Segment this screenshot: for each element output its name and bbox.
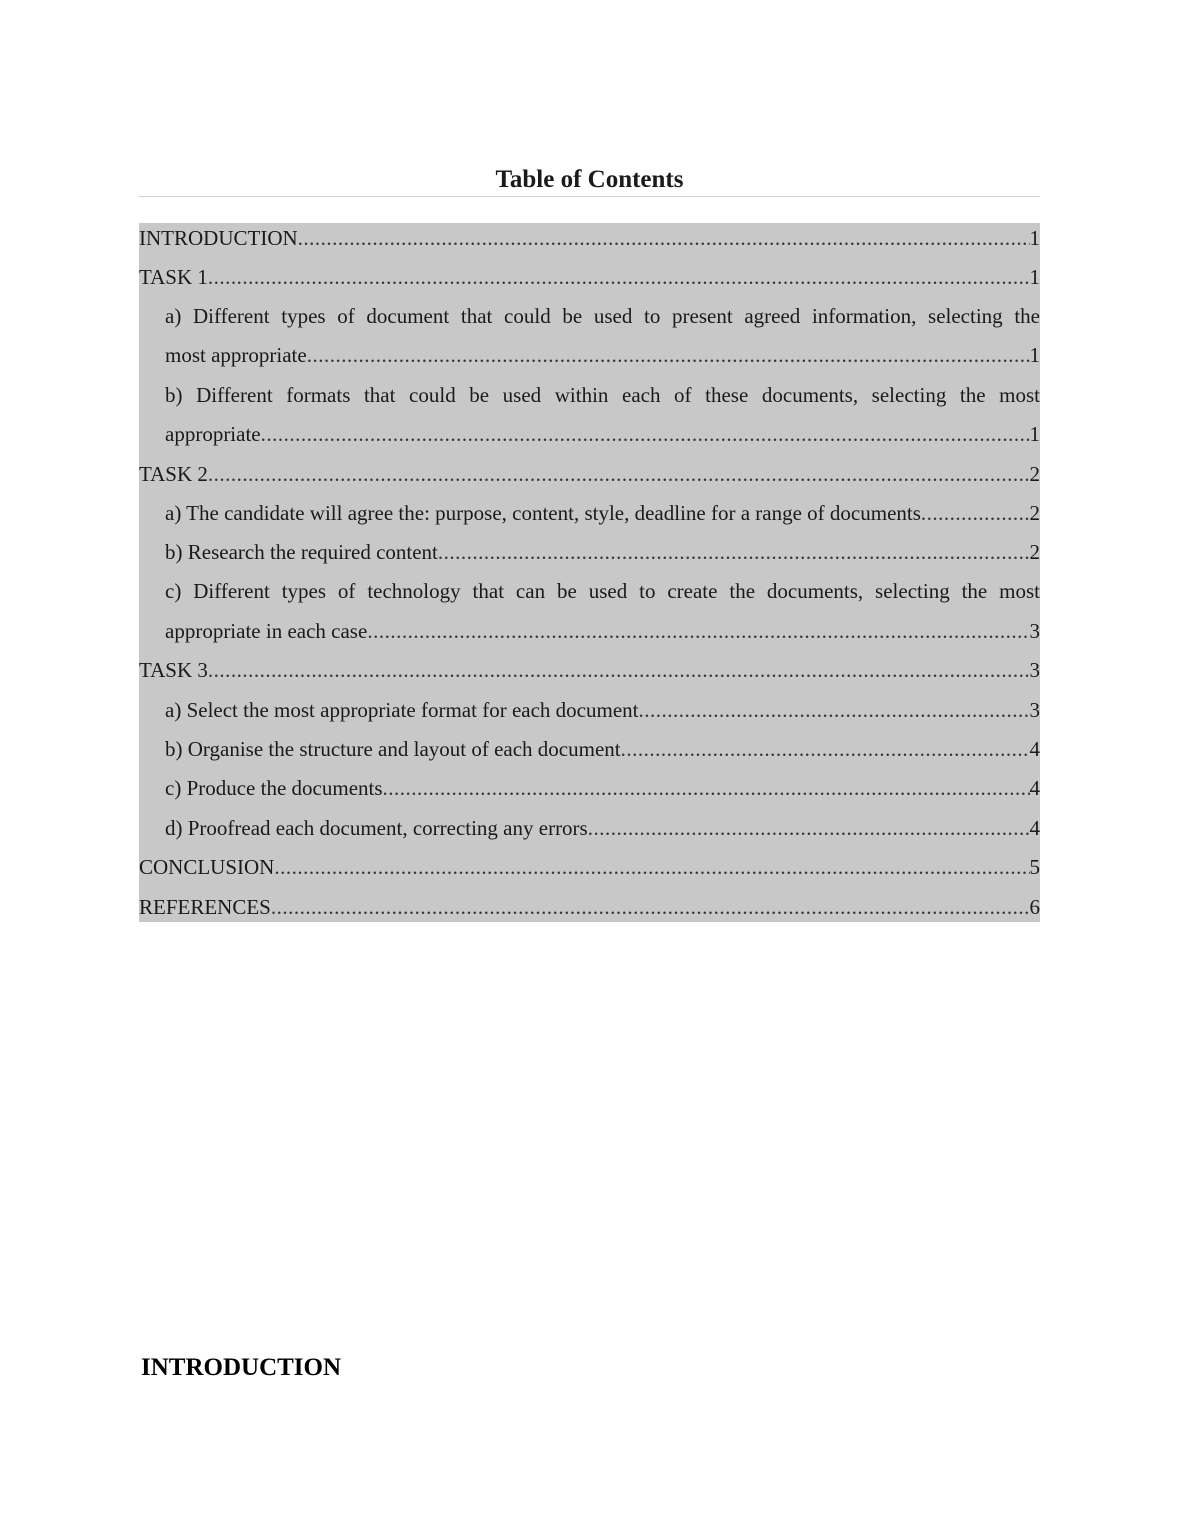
- toc-page-number: 1: [1029, 226, 1040, 250]
- toc-entry-task-2c-continued[interactable]: [165, 616, 1040, 646]
- toc-leader: [261, 419, 1030, 449]
- toc-entry-label-continued: appropriate in each case: [165, 619, 368, 643]
- toc-leader: [208, 262, 1030, 292]
- toc-entry-task-2a[interactable]: [165, 498, 1040, 528]
- toc-entry-label: c) Different types of technology that can be used to create the documents, selecting the most: [165, 579, 1040, 603]
- toc-page-number: 2: [1029, 462, 1040, 486]
- toc-page-number: 2: [1029, 501, 1040, 525]
- toc-entry-label: a) Different types of document that could be used to present agreed information, selecting the: [165, 304, 1040, 328]
- toc-entry-task-3b[interactable]: [165, 734, 1040, 764]
- toc-entry-task-3[interactable]: [139, 655, 1040, 685]
- toc-leader: [438, 537, 1030, 567]
- toc-page-number: 4: [1029, 816, 1040, 840]
- toc-entry-label: INTRODUCTION: [139, 226, 298, 250]
- toc-leader: [383, 773, 1030, 803]
- toc-entry-task-3d[interactable]: [165, 813, 1040, 843]
- toc-entry-task-2c[interactable]: [165, 576, 1040, 606]
- toc-entry-label: CONCLUSION: [139, 855, 275, 879]
- toc-entry-label: TASK 3: [139, 658, 208, 682]
- toc-leader: [367, 616, 1029, 646]
- toc-leader: [271, 892, 1030, 922]
- toc-page-number: 1: [1029, 265, 1040, 289]
- toc-entry-label-continued: most appropriate: [165, 343, 307, 367]
- toc-entry-introduction[interactable]: [139, 223, 1040, 253]
- toc-page-number: 3: [1029, 619, 1040, 643]
- toc-page-number: 1: [1029, 343, 1040, 367]
- toc-entry-references[interactable]: [139, 892, 1040, 922]
- toc-entry-task-1a[interactable]: [165, 301, 1040, 331]
- toc-leader: [621, 734, 1030, 764]
- toc-page-number: 4: [1029, 737, 1040, 761]
- toc-entry-label-continued: appropriate: [165, 422, 261, 446]
- toc-page-number: 1: [1029, 422, 1040, 446]
- toc-divider: [139, 196, 1040, 197]
- toc-entry-task-2b[interactable]: [165, 537, 1040, 567]
- toc-leader: [307, 340, 1030, 370]
- toc-entry-label: REFERENCES: [139, 895, 271, 919]
- toc-page-number: 4: [1029, 776, 1040, 800]
- toc-leader: [208, 655, 1030, 685]
- toc-entry-label: c) Produce the documents: [165, 776, 383, 800]
- toc-entry-task-1b[interactable]: [165, 380, 1040, 410]
- toc-entry-label: d) Proofread each document, correcting any errors: [165, 816, 588, 840]
- toc-entry-label: TASK 1: [139, 265, 208, 289]
- toc-entry-task-2[interactable]: [139, 459, 1040, 489]
- toc-leader: [298, 223, 1030, 253]
- toc-entry-task-3c[interactable]: [165, 773, 1040, 803]
- toc-page-number: 3: [1029, 698, 1040, 722]
- table-of-contents: [139, 223, 1040, 922]
- toc-leader: [208, 459, 1030, 489]
- toc-entry-label: b) Research the required content: [165, 540, 438, 564]
- toc-entry-task-1[interactable]: [139, 262, 1040, 292]
- toc-leader: [588, 813, 1030, 843]
- toc-entry-task-3a[interactable]: [165, 695, 1040, 725]
- toc-entry-label: a) The candidate will agree the: purpose, content, style, deadline for a range of documents: [165, 501, 921, 525]
- toc-entry-conclusion[interactable]: [139, 852, 1040, 882]
- toc-page-number: 6: [1029, 895, 1040, 919]
- toc-entry-task-1a-continued[interactable]: [165, 340, 1040, 370]
- toc-entry-label: TASK 2: [139, 462, 208, 486]
- toc-leader: [921, 498, 1030, 528]
- toc-page-number: 5: [1029, 855, 1040, 879]
- toc-page-number: 2: [1029, 540, 1040, 564]
- toc-entry-label: b) Organise the structure and layout of each document: [165, 737, 621, 761]
- toc-entry-label: a) Select the most appropriate format for each document: [165, 698, 639, 722]
- section-heading-introduction: INTRODUCTION: [141, 1354, 342, 1381]
- toc-leader: [274, 852, 1029, 882]
- toc-entry-label: b) Different formats that could be used within each of these documents, selecting the most: [165, 383, 1040, 407]
- toc-page-number: 3: [1029, 658, 1040, 682]
- toc-entry-task-1b-continued[interactable]: [165, 419, 1040, 449]
- toc-leader: [638, 695, 1029, 725]
- toc-title: Table of Contents: [495, 166, 684, 193]
